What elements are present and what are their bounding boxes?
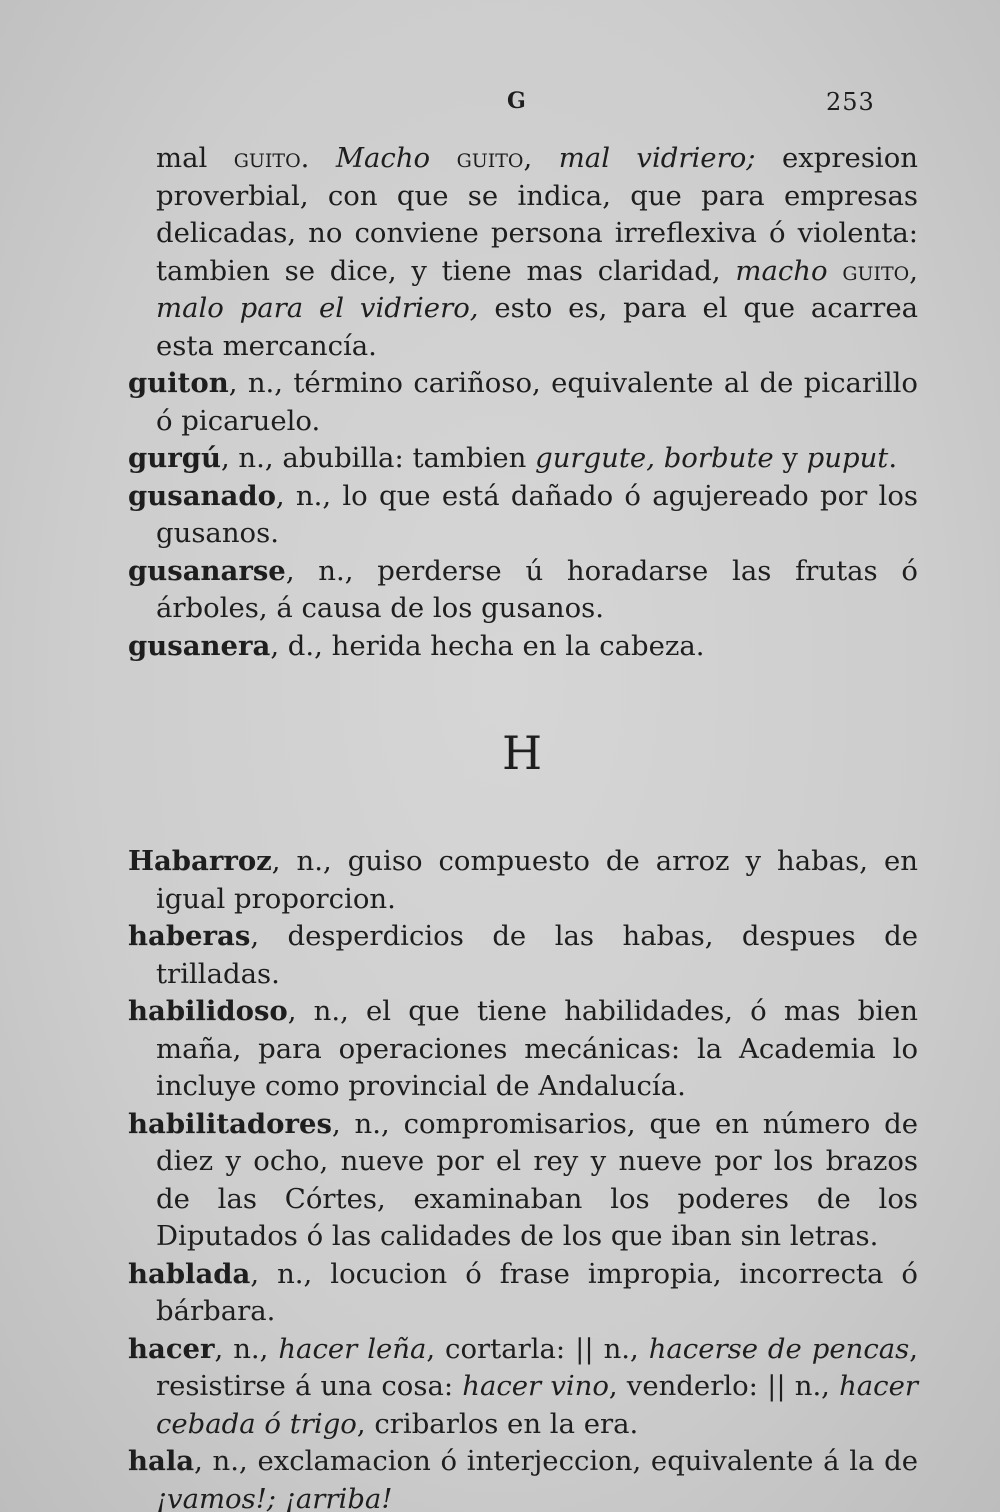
headword: hablada: [128, 1257, 251, 1290]
entry-hablada: hablada, n., locucion ó frase impropia, incorrecta ó bárbara.: [128, 1257, 918, 1327]
entry-hacer: hacer, n., hacer leña, cortarla: || n., hacerse de pencas, resistirse á una cosa: hacer vino, venderlo: || n., hacer cebada ó trigo, cribarlos en la era.: [128, 1332, 918, 1440]
entry-haberas: haberas, desperdicios de las habas, despues de trilladas.: [128, 920, 918, 990]
page-number: 253: [826, 88, 875, 116]
section-heading-h: H: [501, 726, 545, 780]
headword: Habarroz: [128, 845, 272, 877]
entry-gusanado: gusanado, n., lo que está dañado ó agujereado por los gusanos.: [128, 479, 918, 549]
entry-gusanarse: gusanarse, n., perderse ú horadarse las frutas ó árboles, á causa de los gusanos.: [128, 554, 918, 624]
entry-habilidoso: habilidoso, n., el que tiene habilidades, ó mas bien maña, para operaciones mecánicas: la Academia lo incluye como provincial de Andalucía.: [128, 995, 918, 1102]
section-letter-header: G: [507, 88, 527, 114]
headword: hala: [128, 1445, 195, 1477]
dictionary-body: [128, 140, 918, 1512]
headword: gusanarse: [128, 554, 286, 587]
headword: habilidoso: [128, 995, 288, 1027]
entry-gusanera: gusanera, d., herida hecha en la cabeza.: [128, 629, 705, 662]
headword: gurgú: [128, 442, 221, 474]
entry-habarroz: Habarroz, n., guiso compuesto de arroz y habas, en igual proporcion.: [128, 845, 918, 915]
entry-continuation-guito: mal guito. Macho guito, mal vidriero; expresion proverbial, con que se indica, que para empresas delicadas, no conviene persona irreflexiva ó violenta: tambien se dice, y tiene mas claridad, macho guito, malo para el vidriero, esto es, para el que acarrea esta mercancía.: [156, 142, 919, 362]
entry-hala: hala, n., exclamacion ó interjeccion, equivalente á la de ¡vamos!; ¡arriba!: [128, 1445, 918, 1512]
headword: hacer: [128, 1332, 215, 1365]
headword: haberas: [128, 920, 251, 952]
headword: habilitadores: [128, 1107, 332, 1140]
headword: guiton: [128, 367, 229, 399]
entry-gurgu: gurgú, n., abubilla: tambien gurgute, borbute y puput.: [128, 442, 898, 474]
entry-guiton: guiton, n., término cariñoso, equivalente al de picarillo ó picaruelo.: [128, 367, 918, 437]
headword: gusanado: [128, 479, 276, 512]
headword: gusanera: [128, 629, 271, 662]
running-head: [0, 88, 1000, 128]
entry-habilitadores: habilitadores, n., compromisarios, que en número de diez y ocho, nueve por el rey y nueve por los brazos de las Córtes, examinaban los poderes de los Diputados ó las calidades de los que iban sin letras.: [128, 1107, 918, 1252]
